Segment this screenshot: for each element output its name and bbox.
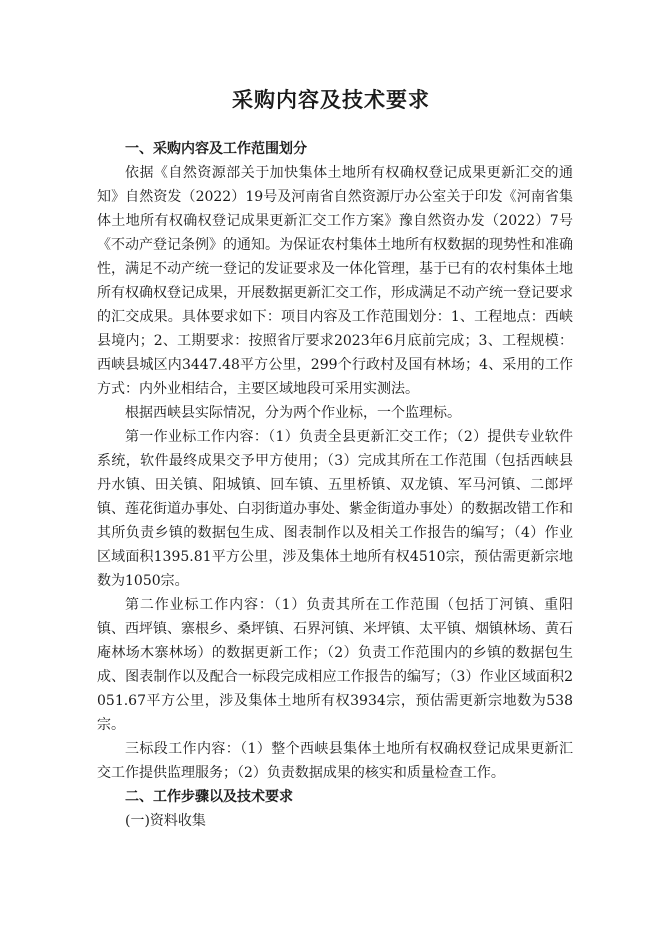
section-1-heading: 一、采购内容及工作范围划分 <box>125 141 307 157</box>
document-title: 采购内容及技术要求 <box>232 87 430 112</box>
paragraph-lot-1: 第一作业标工作内容：（1）负责全县更新汇交工作；（2）提供专业软件系统，软件最终成果交予甲方使用；（3）完成其所在工作范围（包括西峡县丹水镇、田关镇、阳城镇、回车镇、五里桥镇、双龙镇、军马河镇、二郎坪镇、莲花街道办事处、白羽街道办事处、紫金街道办事处）的数据改错工作和其所负责乡镇的数据包生成、图表制作以及相关工作报告的编写；（4）作业区域面积1395.81平方公里，涉及集体土地所有权4510宗，预估需更新宗地数为1050宗。 <box>97 429 573 589</box>
paragraph-division: 根据西峡县实际情况，分为两个作业标，一个监理标。 <box>125 405 461 421</box>
section-2-heading: 二、工作步骤以及技术要求 <box>125 789 293 805</box>
paragraph-lot-3: 三标段工作内容：（1）整个西峡县集体土地所有权确权登记成果更新汇交工作提供监理服务；（2）负责数据成果的核实和质量检查工作。 <box>97 741 573 781</box>
paragraph-basis: 依据《自然资源部关于加快集体土地所有权确权登记成果更新汇交的通知》自然资发（2022）19号及河南省自然资源厅办公室关于印发《河南省集体土地所有权确权登记成果更新汇交工作方案》豫自然资办发（2022）7号《不动产登记条例》的通知。为保证农村集体土地所有权数据的现势性和准确性，满足不动产统一登记的发证要求及一体化管理，基于已有的农村集体土地所有权确权登记成果，开展数据更新汇交工作，形成满足不动产统一登记要求的汇交成果。具体要求如下：项目内容及工作范围划分：1、工程地点：西峡县境内；2、工期要求：按照省厅要求2023年6月底前完成；3、工程规模：西峡县城区内3447.48平方公里，299个行政村及国有林场；4、采用的工作方式：内外业相结合，主要区域地段可采用实测法。 <box>97 165 573 397</box>
paragraph-lot-2: 第二作业标工作内容：（1）负责其所在工作范围（包括丁河镇、重阳镇、西坪镇、寨根乡、桑坪镇、石界河镇、米坪镇、太平镇、烟镇林场、黄石庵林场木寨林场）的数据更新工作；（2）负责工作范围内的乡镇的数据包生成、图表制作以及配合一标段完成相应工作报告的编写；（3）作业区域面积2051.67平方公里，涉及集体土地所有权3934宗，预估需更新宗地数为538宗。 <box>97 597 573 733</box>
document-body <box>97 137 573 833</box>
section-2-subheading: (一)资料收集 <box>125 813 206 829</box>
